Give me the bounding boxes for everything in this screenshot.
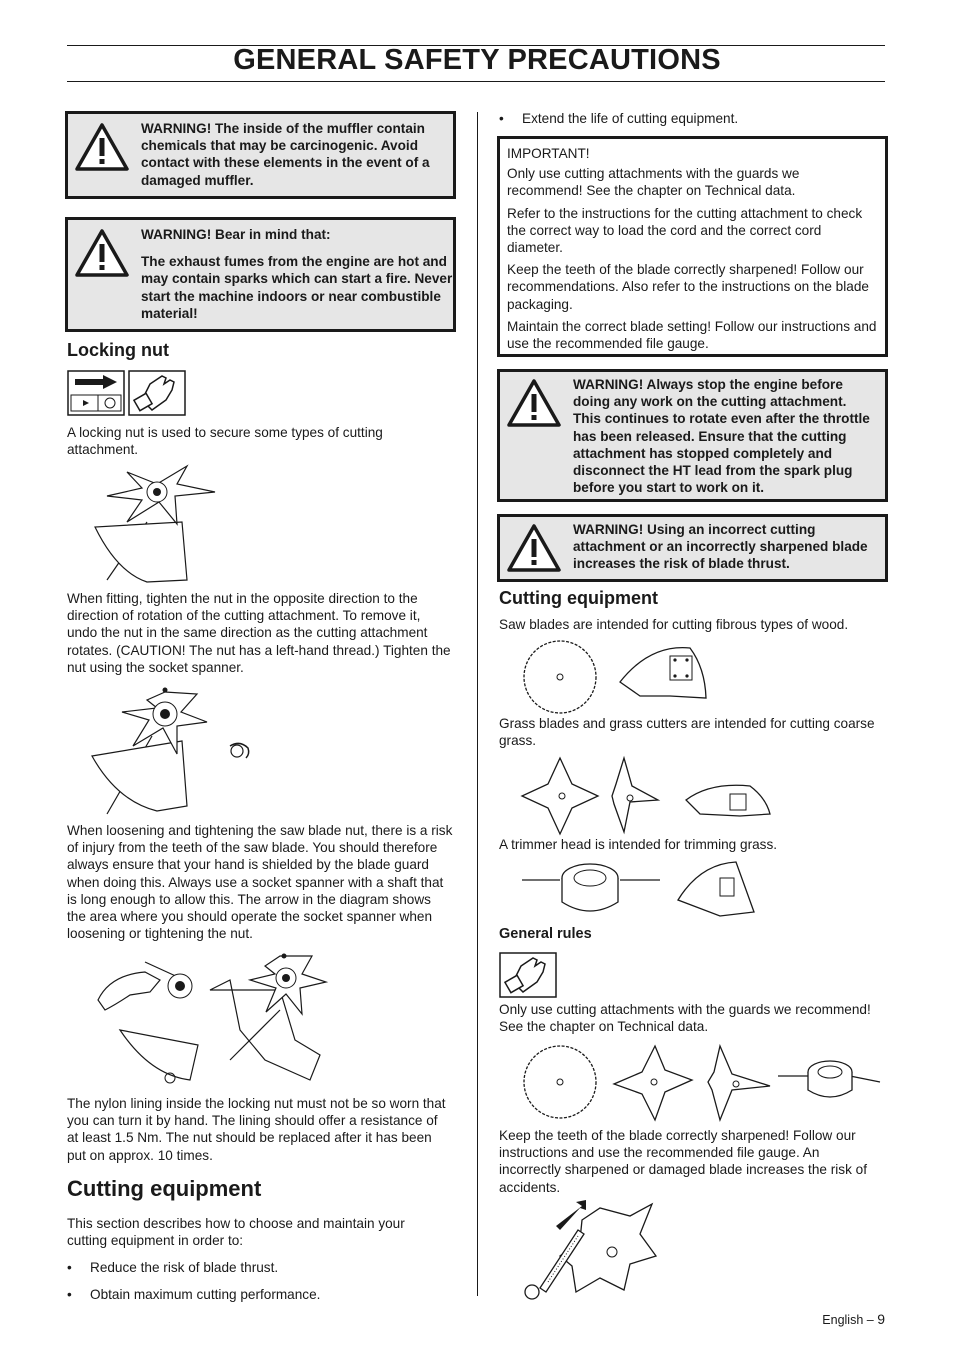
important-label: IMPORTANT! [507, 146, 590, 161]
locking-nut-fitting-text: When fitting, tighten the nut in the opposite direction to the direction of rotation of the cutting attachment. To remove it, undo the nut in the same direction as the cutting attachment rotates. (CAUTION! The nut has a left-hand thread.) Tighten the nut using the socket spanner. [67, 591, 451, 675]
column-divider [477, 112, 478, 1296]
page-number: 9 [877, 1311, 885, 1327]
bullet-text: Extend the life of cutting equipment. [522, 111, 739, 126]
trimmer-head-illustration [520, 856, 770, 924]
locking-nut-intro: A locking nut is used to secure some types of cutting attachment. [67, 425, 383, 458]
footer-dash: – [866, 1313, 874, 1327]
warning-triangle-icon [506, 378, 562, 428]
locking-nut-heading: Locking nut [67, 340, 169, 360]
warning-triangle-icon [74, 228, 130, 278]
cutting-attachments-illustration [520, 1044, 885, 1124]
warning-box-stop-engine [497, 369, 888, 502]
trimmer-head-text: A trimmer head is intended for trimming grass. [499, 837, 778, 852]
general-rules-guards-text: Only use cutting attachments with the guards we recommend! See the chapter on Technical data. [499, 1002, 871, 1035]
cutting-equipment-heading: Cutting equipment [67, 1176, 262, 1201]
glove-icon [499, 952, 557, 998]
rotation-direction-icon [228, 742, 252, 760]
cutting-equipment-intro: This section describes how to choose and maintain your cutting equipment in order to: [67, 1216, 405, 1249]
bullet-text: Reduce the risk of blade thrust. [90, 1260, 279, 1275]
grass-blades-text: Grass blades and grass cutters are intended for cutting coarse grass. [499, 716, 875, 749]
cutting-equipment-subheading: Cutting equipment [499, 588, 658, 608]
important-box [497, 136, 888, 357]
locking-nut-safety-text: When loosening and tightening the saw blade nut, there is a risk of injury from the teeth of the saw blade. You should therefore always ensure that your hand is shielded by the blade guard when doing this. Always use a socket spanner with a shaft that is long enough to allow this. The arrow in the diagram shows the area where you should operate the socket spanner when loosening or tightening the nut. [67, 823, 453, 942]
warning-box-exhaust [65, 217, 456, 332]
warning-triangle-icon [506, 523, 562, 573]
page-footer [822, 1311, 885, 1327]
arrow-tool-icon [67, 370, 125, 416]
file-sharpening-illustration [520, 1200, 660, 1300]
saw-blade-illustration [520, 638, 720, 716]
footer-language: English [822, 1313, 864, 1327]
warning-blade-thrust-text: WARNING! Using an incorrect cutting attachment or an incorrectly sharpened blade increases the risk of blade thrust. [573, 522, 868, 572]
trimmer-blade-illustration [87, 462, 227, 587]
warning-exhaust-text: The exhaust fumes from the engine are hot and may contain sparks which can start a fire. Never start the machine indoors or near combustible material! [141, 254, 453, 321]
page-title: GENERAL SAFETY PRECAUTIONS [233, 44, 721, 76]
important-setting-text: Maintain the correct blade setting! Follow our instructions and use the recommended file gauge. [507, 318, 877, 352]
warning-box-blade-thrust [497, 514, 888, 582]
header-bottom-rule [67, 81, 885, 82]
grass-blades-illustration [520, 756, 780, 836]
warning-stop-engine-text: WARNING! Always stop the engine before doing any work on the cutting attachment. This continues to rotate even after the throttle has been released. Ensure that the cutting attachment has stopped completely and disconnect the HT lead from the spark plug before you start to work on it. [573, 377, 870, 496]
general-rules-sharpen-text: Keep the teeth of the blade correctly sharpened! Follow our instructions and use the recommended file gauge. An incorrectly sharpened or damaged blade increases the risk of accidents. [499, 1128, 867, 1195]
warning-box-muffler [65, 111, 456, 199]
important-teeth-text: Keep the teeth of the blade correctly sharpened! Follow our recommendations. Also refer to the instructions on the blade packaging. [507, 262, 869, 312]
socket-spanner-illustration [90, 950, 335, 1085]
important-cord-text: Refer to the instructions for the cutting attachment to check the correct way to load the cord and the correct cord diameter. [507, 205, 863, 256]
warning-exhaust-heading: WARNING! Bear in mind that: [141, 227, 331, 242]
warning-muffler-text: WARNING! The inside of the muffler contain chemicals that may be carcinogenic. Avoid contact with these elements in the event of a damaged muffler. [141, 121, 430, 188]
bullet-text: Obtain maximum cutting performance. [90, 1287, 321, 1302]
trimmer-nut-illustration [87, 686, 227, 816]
important-guards-text: Only use cutting attachments with the guards we recommend! See the chapter on Technical data. [507, 166, 800, 199]
saw-blades-text: Saw blades are intended for cutting fibrous types of wood. [499, 617, 849, 632]
general-rules-heading: General rules [499, 926, 592, 942]
glove-icon [128, 370, 186, 416]
warning-triangle-icon [74, 122, 130, 172]
locking-nut-lining-text: The nylon lining inside the locking nut must not be so worn that you can turn it by hand. The lining should offer a resistance of at least 1.5 Nm. The nut should be replaced after it has been put on approx. 10 times. [67, 1096, 446, 1163]
